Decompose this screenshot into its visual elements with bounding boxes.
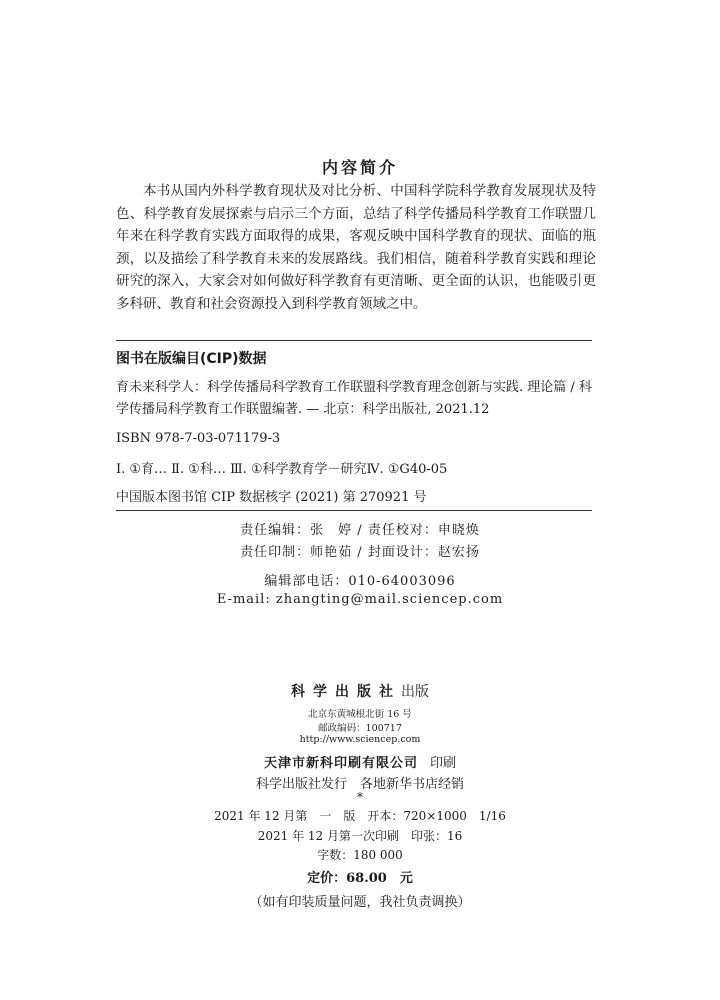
printer (0, 752, 720, 771)
cip-classification: Ⅰ. ①育… Ⅱ. ①科… Ⅲ. ①科学教育学－研究Ⅳ. ①G40-05 (116, 462, 448, 477)
credits-editors: 责任编辑：张 婷 / 责任校对：申晓焕 (240, 523, 480, 538)
printer-name: 天津市新科印刷有限公司 (263, 756, 418, 771)
distribution: 科学出版社发行 各地新华书店经销 (255, 777, 464, 792)
cip-title: 图书在版编目(CIP)数据 (116, 351, 267, 367)
printing-info: 2021 年 12 月第一次印刷 印张：16 (257, 829, 463, 843)
word-count: 字数：180 000 (317, 848, 403, 862)
editorial-email: E-mail: zhangting@mail.sciencep.com (216, 592, 504, 607)
cip-description: 育未来科学人：科学传播局科学教育工作联盟科学教育理念创新与实践. 理论篇 / 科学传播局科学教育工作联盟编著. — 北京：科学出版社, 2021.12 (116, 380, 592, 417)
publisher-address: 北京东黄城根北街 16 号 (308, 709, 412, 720)
summary-body: 本书从国内外科学教育现状及对比分析、中国科学院科学教育发展现状及特色、科学教育发展探索与启示三个方面，总结了科学传播局科学教育工作联盟几年来在科学教育实践方面取得的成果，客观反映中国科学教育的现状、面临的瓶颈，以及描绘了科学教育未来的发展路线。我们相信，随着科学教育实践和理论研究的深入，大家会对如何做好科学教育有更清晰、更全面的认识，也能吸引更多科研、教育和社会资源投入到科学教育领域之中。 (116, 183, 596, 312)
divider-bottom (116, 510, 592, 511)
cip-isbn: ISBN 978-7-03-071179-3 (116, 431, 281, 446)
edition-info: 2021 年 12 月第 一 版 开本：720×1000 1/16 (214, 809, 506, 823)
summary-title: 内容简介 (321, 158, 398, 177)
price: 定价：68.00 元 (307, 871, 413, 886)
quality-notice: （如有印装质量问题，我社负责调换） (249, 895, 471, 910)
printer-suffix: 印刷 (430, 756, 457, 771)
publisher-name-suffix: 出版 (401, 684, 429, 700)
publisher-name (0, 681, 720, 701)
credits-production: 责任印制：师艳茹 / 封面设计：赵宏扬 (240, 545, 480, 560)
publisher-postcode: 邮政编码：100717 (318, 723, 402, 734)
publisher-name-text: 科学出版社 (291, 684, 401, 700)
editorial-phone: 编辑部电话：010-64003096 (264, 574, 456, 589)
cip-record: 中国版本图书馆 CIP 数据核字 (2021) 第 270921 号 (116, 490, 427, 505)
divider-top (116, 340, 592, 341)
separator-star: * (357, 790, 363, 804)
publisher-website: http://www.sciencep.com (299, 734, 421, 745)
